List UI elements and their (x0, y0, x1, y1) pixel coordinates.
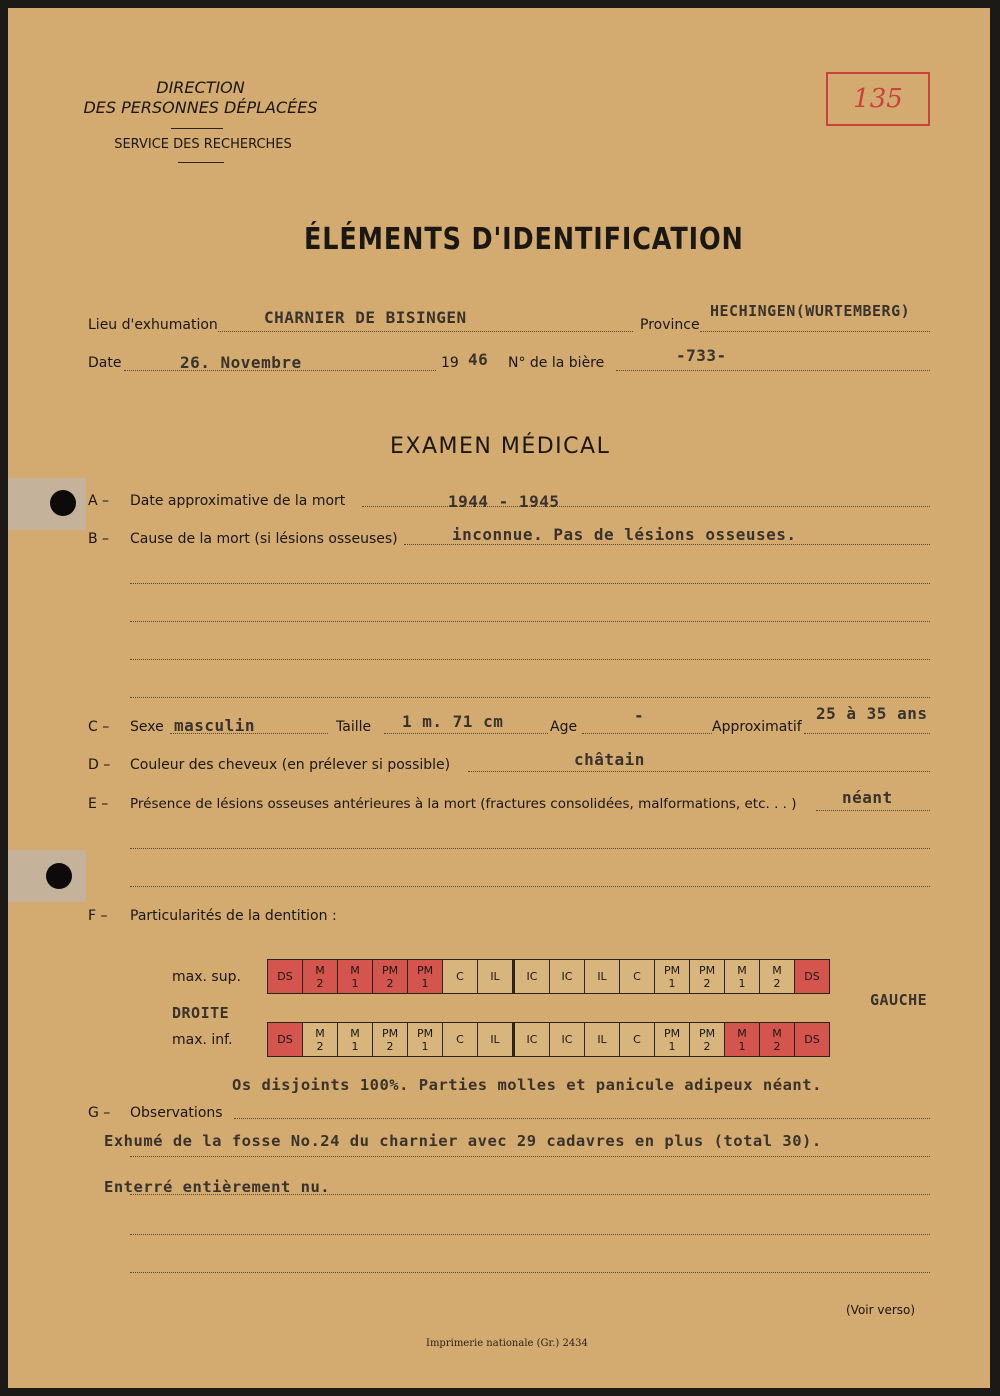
age-value: - (634, 706, 645, 725)
lower-tooth-index: 2 (316, 1039, 324, 1053)
section-c-letter-text: C (88, 719, 98, 735)
lower-tooth-index: 1 (668, 1039, 676, 1053)
lower-tooth-8 (514, 1023, 550, 1057)
header-divider-2 (178, 162, 224, 163)
lower-tooth-4 (373, 1023, 408, 1057)
lower-teeth-chart (267, 1022, 830, 1057)
province-dotted-line (700, 331, 930, 332)
approx-dotted-line (804, 733, 930, 734)
lieu-value: CHARNIER DE BISINGEN (264, 308, 467, 327)
section-g-blank-line-2 (130, 1194, 930, 1195)
lower-tooth-code: PM (698, 1026, 716, 1040)
age-label: Age (550, 719, 578, 735)
upper-tooth-code: IL (597, 970, 607, 983)
upper-tooth-15 (760, 960, 795, 994)
lower-tooth-code: IL (597, 1033, 607, 1046)
section-g-blank-line-1 (130, 1156, 930, 1157)
lower-tooth-10 (585, 1023, 620, 1057)
section-c-letter: C – (88, 719, 110, 735)
lower-tooth-code: IC (561, 1033, 573, 1046)
lower-tooth-index: 1 (351, 1039, 359, 1053)
lieu-dotted-line (218, 331, 633, 332)
taille-dotted-line (384, 733, 548, 734)
section-d-letter: D – (88, 757, 111, 773)
lower-tooth-code: DS (804, 1033, 820, 1046)
upper-tooth-index: 1 (351, 976, 359, 990)
observation-line-3: Enterré entièrement nu. (104, 1178, 331, 1196)
section-b-blank-line-3 (130, 659, 930, 660)
upper-tooth-code: PM (381, 963, 399, 977)
lower-tooth-14 (725, 1023, 760, 1057)
lower-tooth-code: IC (526, 1033, 538, 1046)
header-personnes-deplacees: DES PERSONNES DÉPLACÉES (83, 98, 318, 117)
upper-tooth-index: 2 (773, 976, 781, 990)
section-b-blank-line-1 (130, 583, 930, 584)
upper-tooth-3 (338, 960, 373, 994)
lower-tooth-index: 2 (773, 1039, 781, 1053)
province-label: Province (640, 317, 700, 333)
date-value: 26. Novembre (180, 353, 302, 372)
approx-label: Approximatif (712, 719, 802, 735)
section-e-dotted-line (816, 810, 930, 811)
year-prefix: 19 (441, 355, 459, 371)
section-a-letter: A – (88, 493, 110, 509)
observation-line-1: Os disjoints 100%. Parties molles et panicule adipeux néant. (232, 1076, 822, 1094)
section-e-letter: E – (88, 796, 109, 812)
age-dotted-line (582, 733, 712, 734)
section-f-label: Particularités de la dentition : (130, 908, 337, 924)
section-d-label: Couleur des cheveux (en prélever si possible) (130, 757, 451, 773)
upper-tooth-4 (373, 960, 408, 994)
upper-tooth-code: C (456, 970, 464, 983)
section-e-letter-text: E (88, 796, 97, 812)
upper-tooth-code: M (772, 963, 782, 977)
printer-imprint: Imprimerie nationale (Gr.) 2434 (426, 1338, 588, 1349)
lower-tooth-16 (795, 1023, 830, 1057)
section-b-label: Cause de la mort (si lésions osseuses) (130, 531, 398, 547)
upper-tooth-code: IL (490, 970, 500, 983)
header-direction: DIRECTION (156, 78, 245, 97)
upper-tooth-16 (795, 960, 830, 994)
lower-tooth-code: PM (416, 1026, 434, 1040)
sexe-label: Sexe (130, 719, 164, 735)
lower-tooth-code: M (315, 1026, 325, 1040)
province-value: HECHINGEN(WURTEMBERG) (710, 302, 911, 320)
upper-tooth-13 (690, 960, 725, 994)
upper-tooth-10 (585, 960, 620, 994)
section-e-blank-line-1 (130, 848, 930, 849)
approx-value: 25 à 35 ans (816, 704, 928, 723)
lower-tooth-index: 1 (738, 1039, 746, 1053)
section-b-blank-line-4 (130, 697, 930, 698)
section-b-letter: B – (88, 531, 110, 547)
upper-tooth-index: 1 (668, 976, 676, 990)
upper-tooth-code: C (633, 970, 641, 983)
upper-tooth-code: IC (561, 970, 573, 983)
section-e-blank-line-2 (130, 886, 930, 887)
section-g-label: Observations (130, 1105, 223, 1121)
document-title: ÉLÉMENTS D'IDENTIFICATION (304, 222, 744, 257)
upper-tooth-14 (725, 960, 760, 994)
section-b-dotted-line (404, 544, 930, 545)
lower-teeth-row (268, 1023, 830, 1057)
upper-tooth-6 (443, 960, 478, 994)
header-divider-1 (171, 128, 223, 129)
lower-tooth-code: C (456, 1033, 464, 1046)
upper-tooth-index: 2 (316, 976, 324, 990)
biere-label: N° de la bière (508, 355, 605, 371)
lower-tooth-code: M (737, 1026, 747, 1040)
section-d-value: châtain (574, 750, 645, 769)
exam-title: EXAMEN MÉDICAL (390, 434, 611, 459)
lower-tooth-code: IL (490, 1033, 500, 1046)
date-label: Date (88, 355, 122, 371)
upper-tooth-index: 1 (421, 976, 429, 990)
upper-tooth-code: DS (804, 970, 820, 983)
lower-tooth-code: M (772, 1026, 782, 1040)
upper-tooth-2 (303, 960, 338, 994)
lower-tooth-9 (550, 1023, 585, 1057)
section-g-dotted-line (234, 1118, 930, 1119)
upper-tooth-code: PM (416, 963, 434, 977)
droite-label: DROITE (172, 1004, 230, 1022)
lower-tooth-index: 2 (386, 1039, 394, 1053)
punch-hole-top (50, 490, 76, 516)
lower-tooth-7 (478, 1023, 514, 1057)
lower-tooth-code: DS (277, 1033, 293, 1046)
lower-tooth-index: 2 (703, 1039, 711, 1053)
max-sup-label: max. sup. (172, 969, 241, 985)
lower-tooth-code: C (633, 1033, 641, 1046)
punch-hole-bottom (46, 863, 72, 889)
section-f-letter-text: F (88, 908, 97, 924)
voir-verso: (Voir verso) (846, 1303, 916, 1317)
upper-tooth-9 (550, 960, 585, 994)
upper-tooth-12 (655, 960, 690, 994)
header-service: SERVICE DES RECHERCHES (114, 137, 292, 152)
section-g-blank-line-3 (130, 1234, 930, 1235)
lower-tooth-5 (408, 1023, 443, 1057)
lower-tooth-13 (690, 1023, 725, 1057)
section-g-blank-line-4 (130, 1272, 930, 1273)
lower-tooth-code: PM (381, 1026, 399, 1040)
lower-tooth-index: 1 (421, 1039, 429, 1053)
upper-tooth-code: M (350, 963, 360, 977)
upper-tooth-index: 2 (386, 976, 394, 990)
section-f-letter: F – (88, 908, 108, 924)
section-e-value: néant (842, 788, 893, 807)
section-a-letter-text: A (88, 493, 98, 509)
lower-tooth-6 (443, 1023, 478, 1057)
file-number-stamp (826, 72, 930, 126)
section-b-letter-text: B (88, 531, 98, 547)
section-a-value: 1944 - 1945 (448, 492, 560, 511)
section-d-dotted-line (468, 771, 930, 772)
upper-tooth-1 (268, 960, 303, 994)
file-number: 135 (853, 84, 903, 114)
section-e-label: Présence de lésions osseuses antérieures à la mort (fractures consolidées, malformations, etc. . . ) (130, 796, 797, 812)
lower-tooth-2 (303, 1023, 338, 1057)
upper-tooth-index: 2 (703, 976, 711, 990)
upper-tooth-code: M (315, 963, 325, 977)
upper-tooth-8 (514, 960, 550, 994)
upper-teeth-chart (267, 959, 830, 994)
section-a-label: Date approximative de la mort (130, 493, 346, 509)
section-b-blank-line-2 (130, 621, 930, 622)
upper-tooth-7 (478, 960, 514, 994)
upper-tooth-code: DS (277, 970, 293, 983)
upper-tooth-code: PM (663, 963, 681, 977)
lower-tooth-15 (760, 1023, 795, 1057)
year-value: 46 (468, 350, 489, 369)
max-inf-label: max. inf. (172, 1032, 233, 1048)
lower-tooth-11 (620, 1023, 655, 1057)
lower-tooth-code: PM (663, 1026, 681, 1040)
upper-tooth-code: IC (526, 970, 538, 983)
section-g-letter-text: G (88, 1105, 99, 1121)
upper-tooth-index: 1 (738, 976, 746, 990)
upper-tooth-5 (408, 960, 443, 994)
upper-tooth-code: M (737, 963, 747, 977)
taille-label: Taille (336, 719, 372, 735)
lower-tooth-3 (338, 1023, 373, 1057)
sexe-value: masculin (174, 716, 256, 735)
lieu-label: Lieu d'exhumation (88, 317, 218, 333)
taille-value: 1 m. 71 cm (402, 712, 504, 731)
observation-line-2: Exhumé de la fosse No.24 du charnier avec 29 cadavres en plus (total 30). (104, 1132, 822, 1150)
gauche-label: GAUCHE (870, 991, 928, 1009)
lower-tooth-12 (655, 1023, 690, 1057)
document-page (8, 8, 990, 1388)
section-g-letter: G – (88, 1105, 111, 1121)
lower-tooth-1 (268, 1023, 303, 1057)
section-d-letter-text: D (88, 757, 99, 773)
upper-tooth-11 (620, 960, 655, 994)
biere-dotted-line (616, 370, 930, 371)
upper-teeth-row (268, 960, 830, 994)
section-b-value: inconnue. Pas de lésions osseuses. (452, 525, 797, 544)
lower-tooth-code: M (350, 1026, 360, 1040)
upper-tooth-code: PM (698, 963, 716, 977)
biere-value: -733- (676, 346, 727, 365)
